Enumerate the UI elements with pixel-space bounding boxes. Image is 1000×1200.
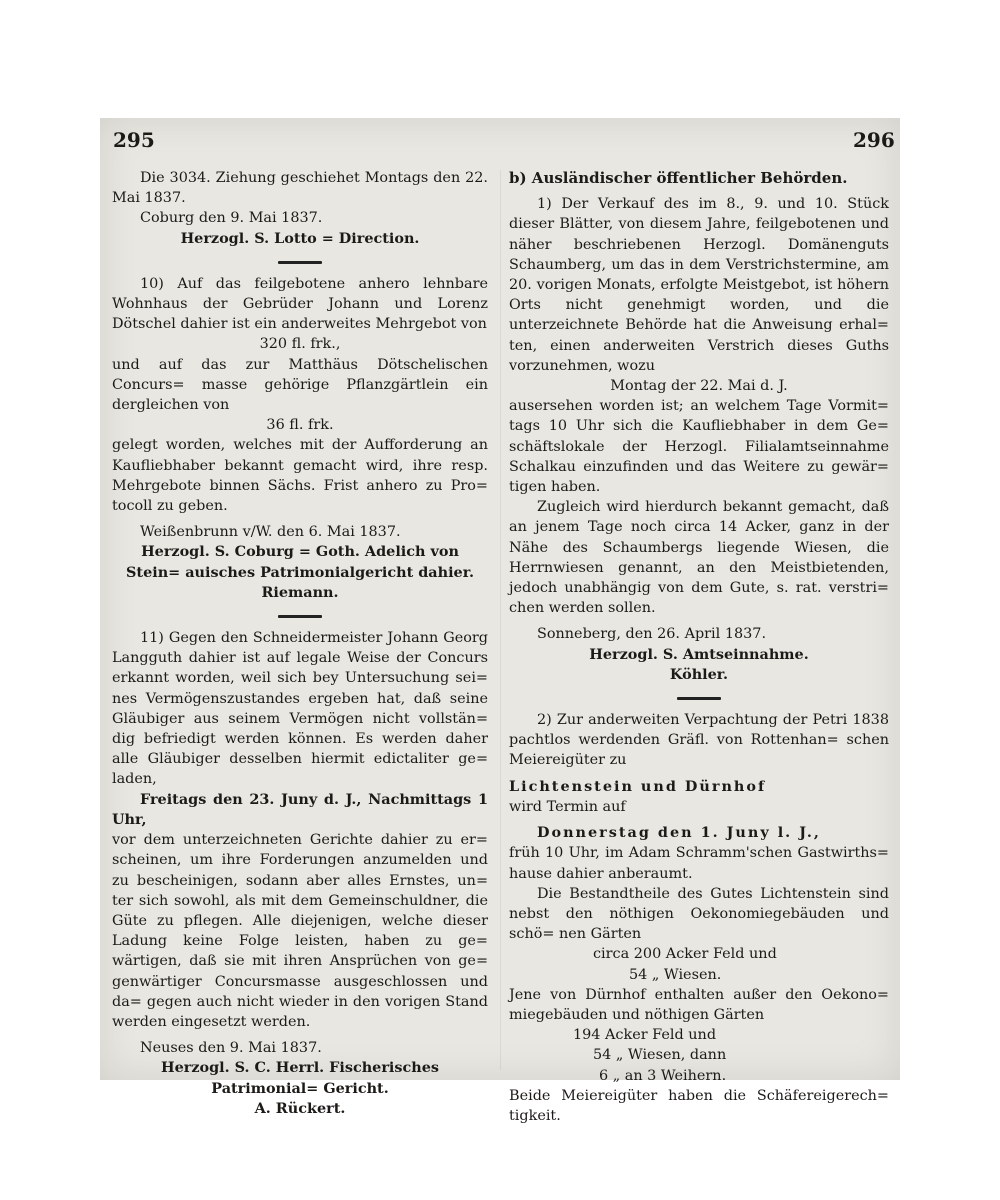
item-2-list-3: 194 Acker Feld und: [573, 1027, 717, 1044]
section-10-text: 10) Auf das feilgebotene anhero lehnbare Wohnhaus der Gebrüder Johann und Lorenz Dötschel dahier ist ein anderweites Mehrgebot von: [112, 275, 488, 333]
left-page-number: 295: [113, 128, 155, 152]
right-column: [509, 168, 889, 1126]
item-2-text: 2) Zur anderweiten Verpachtung der Petri 1838 pachtlos werdenden Gräfl. von Rottenhan= schen Meiereigüter zu: [509, 712, 889, 769]
section-heading: b) Ausländischer öffentlicher Behörden.: [509, 169, 848, 187]
right-page-number: 296: [853, 128, 895, 152]
item-2-text-6: Beide Meiereigüter haben die Schäfereigerech= tigkeit.: [509, 1087, 889, 1124]
lottery-notice: Die 3034. Ziehung geschiehet Montags den 22. Mai 1837.: [112, 170, 488, 207]
section-10-date: Weißenbrunn v/W. den 6. Mai 1837.: [140, 524, 401, 541]
item-1-signature: Köhler.: [669, 665, 729, 683]
left-column: [112, 168, 488, 1119]
item-2-text-2: wird Termin auf: [509, 798, 626, 815]
item-1-place-date: Sonneberg, den 26. April 1837.: [537, 626, 767, 643]
item-2-text-3: früh 10 Uhr, im Adam Schramm'schen Gastwirths= hause dahier anberaumt.: [509, 845, 889, 882]
item-1-text-3: Zugleich wird hierdurch bekannt gemacht, daß an jenem Tage noch circa 14 Acker, ganz in der Nähe des Schaumbergs liegende Wiesen, die Herrnwiesen genannt, an den Meistbietenden, jedoch unabhängig von dem Gute, s. rat. verstri= chen werden sollen.: [509, 499, 889, 617]
item-1-date: Montag der 22. Mai d. J.: [610, 378, 788, 395]
item-2-date: Donnerstag den 1. Juny l. J.,: [537, 824, 821, 842]
item-2-text-4: Die Bestandtheile des Gutes Lichtenstein sind nebst den nöthigen Oekonomiegebäuden und schö= nen Gärten: [509, 885, 889, 943]
item-2-list-5: 6 „ an 3 Weihern.: [599, 1067, 727, 1084]
separator: [278, 615, 322, 618]
column-divider: [500, 170, 501, 1070]
section-10-signature: Riemann.: [261, 583, 339, 601]
item-1-text: 1) Der Verkauf des im 8., 9. und 10. Stück dieser Blätter, von diesem Jahre, feilgebotenen und näher beschriebenen Herzogl. Domänenguts Schaumberg, um das in dem Verstrichstermine, am 20. vorigen Monats, erfolgte Meistgebot, ist höhern Orts nicht genehmigt worden, und die unterzeichnete Behörde hat die Anweisung erhal= ten, einen anderweiten Verstrich dieses Guths vorzunehmen, wozu: [509, 196, 889, 374]
section-11-text: 11) Gegen den Schneidermeister Johann Georg Langguth dahier ist auf legale Weise der Concurs erkannt worden, weil sich bey Untersuchung sei= nes Vermögenszustandes ergeben hat, daß seine Gläubiger aus seinem Vermögen nicht vollstän= dig befriedigt werden können. Es werden daher alle Gläubiger desselben hiermit edictaliter ge= laden,: [112, 630, 488, 788]
item-1-office: Herzogl. S. Amtseinnahme.: [589, 645, 809, 663]
section-10-court: Herzogl. S. Coburg = Goth. Adelich von Stein= auisches Patrimonialgericht dahier.: [126, 543, 474, 581]
lottery-date: Coburg den 9. Mai 1837.: [140, 210, 323, 227]
section-10-text-3: gelegt worden, welches mit der Aufforderung an Kaufliebhaber bekannt gemacht wird, ihre resp. Mehrgebote binnen Sächs. Frist anhero zu Pro= tocoll zu geben.: [112, 437, 488, 515]
section-11-text-2: vor dem unterzeichneten Gerichte dahier zu er= scheinen, um ihre Forderungen anzumelden und zu bescheinigen, sodann aber alles Ernstes, un= ter sich sowohl, als mit dem Gemeinschuldner, die Güte zu pflegen. Alle diejenigen, welche dieser Ladung keine Folge leisten, haben zu ge= wärtigen, daß sie mit ihren Ansprüchen von ge= genwärtiger Concursmasse ausgeschlossen und da= gegen auch nicht wieder in den vorigen Stand werden eingesetzt werden.: [112, 832, 488, 1030]
item-1-text-2: ausersehen worden ist; an welchem Tage Vormit= tags 10 Uhr sich die Kaufliebhaber in dem Ge= schäftslokale der Herzogl. Filialamtseinnahme Schalkau einzufinden und das Weitere zu gewär= tigen haben.: [509, 398, 889, 496]
separator: [278, 261, 322, 264]
section-11-place-date: Neuses den 9. Mai 1837.: [140, 1040, 322, 1057]
section-11-hearing-date: Freitags den 23. Juny d. J., Nachmittags 1 Uhr,: [112, 790, 488, 828]
section-10-amount-2: 36 fl. frk.: [266, 417, 334, 434]
item-2-list-4: 54 „ Wiesen, dann: [593, 1047, 727, 1064]
item-2-estates: Lichtenstein und Dürnhof: [509, 777, 767, 795]
separator: [677, 697, 721, 700]
section-10-text-2: und auf das zur Matthäus Dötschelischen Concurs= masse gehörige Pflanzgärtlein ein dergleichen von: [112, 356, 488, 414]
item-2-list-2: 54 „ Wiesen.: [629, 966, 722, 983]
item-2-list-1: circa 200 Acker Feld und: [593, 946, 777, 963]
section-11-signature: A. Rückert.: [254, 1099, 346, 1117]
section-11-court: Herzogl. S. C. Herrl. Fischerisches Patrimonial= Gericht.: [161, 1059, 439, 1097]
lottery-signer: Herzogl. S. Lotto = Direction.: [180, 229, 420, 247]
section-10-amount-1: 320 fl. frk.,: [259, 336, 341, 353]
item-2-text-5: Jene von Dürnhof enthalten außer den Oekono= miegebäuden und nöthigen Gärten: [509, 986, 889, 1023]
